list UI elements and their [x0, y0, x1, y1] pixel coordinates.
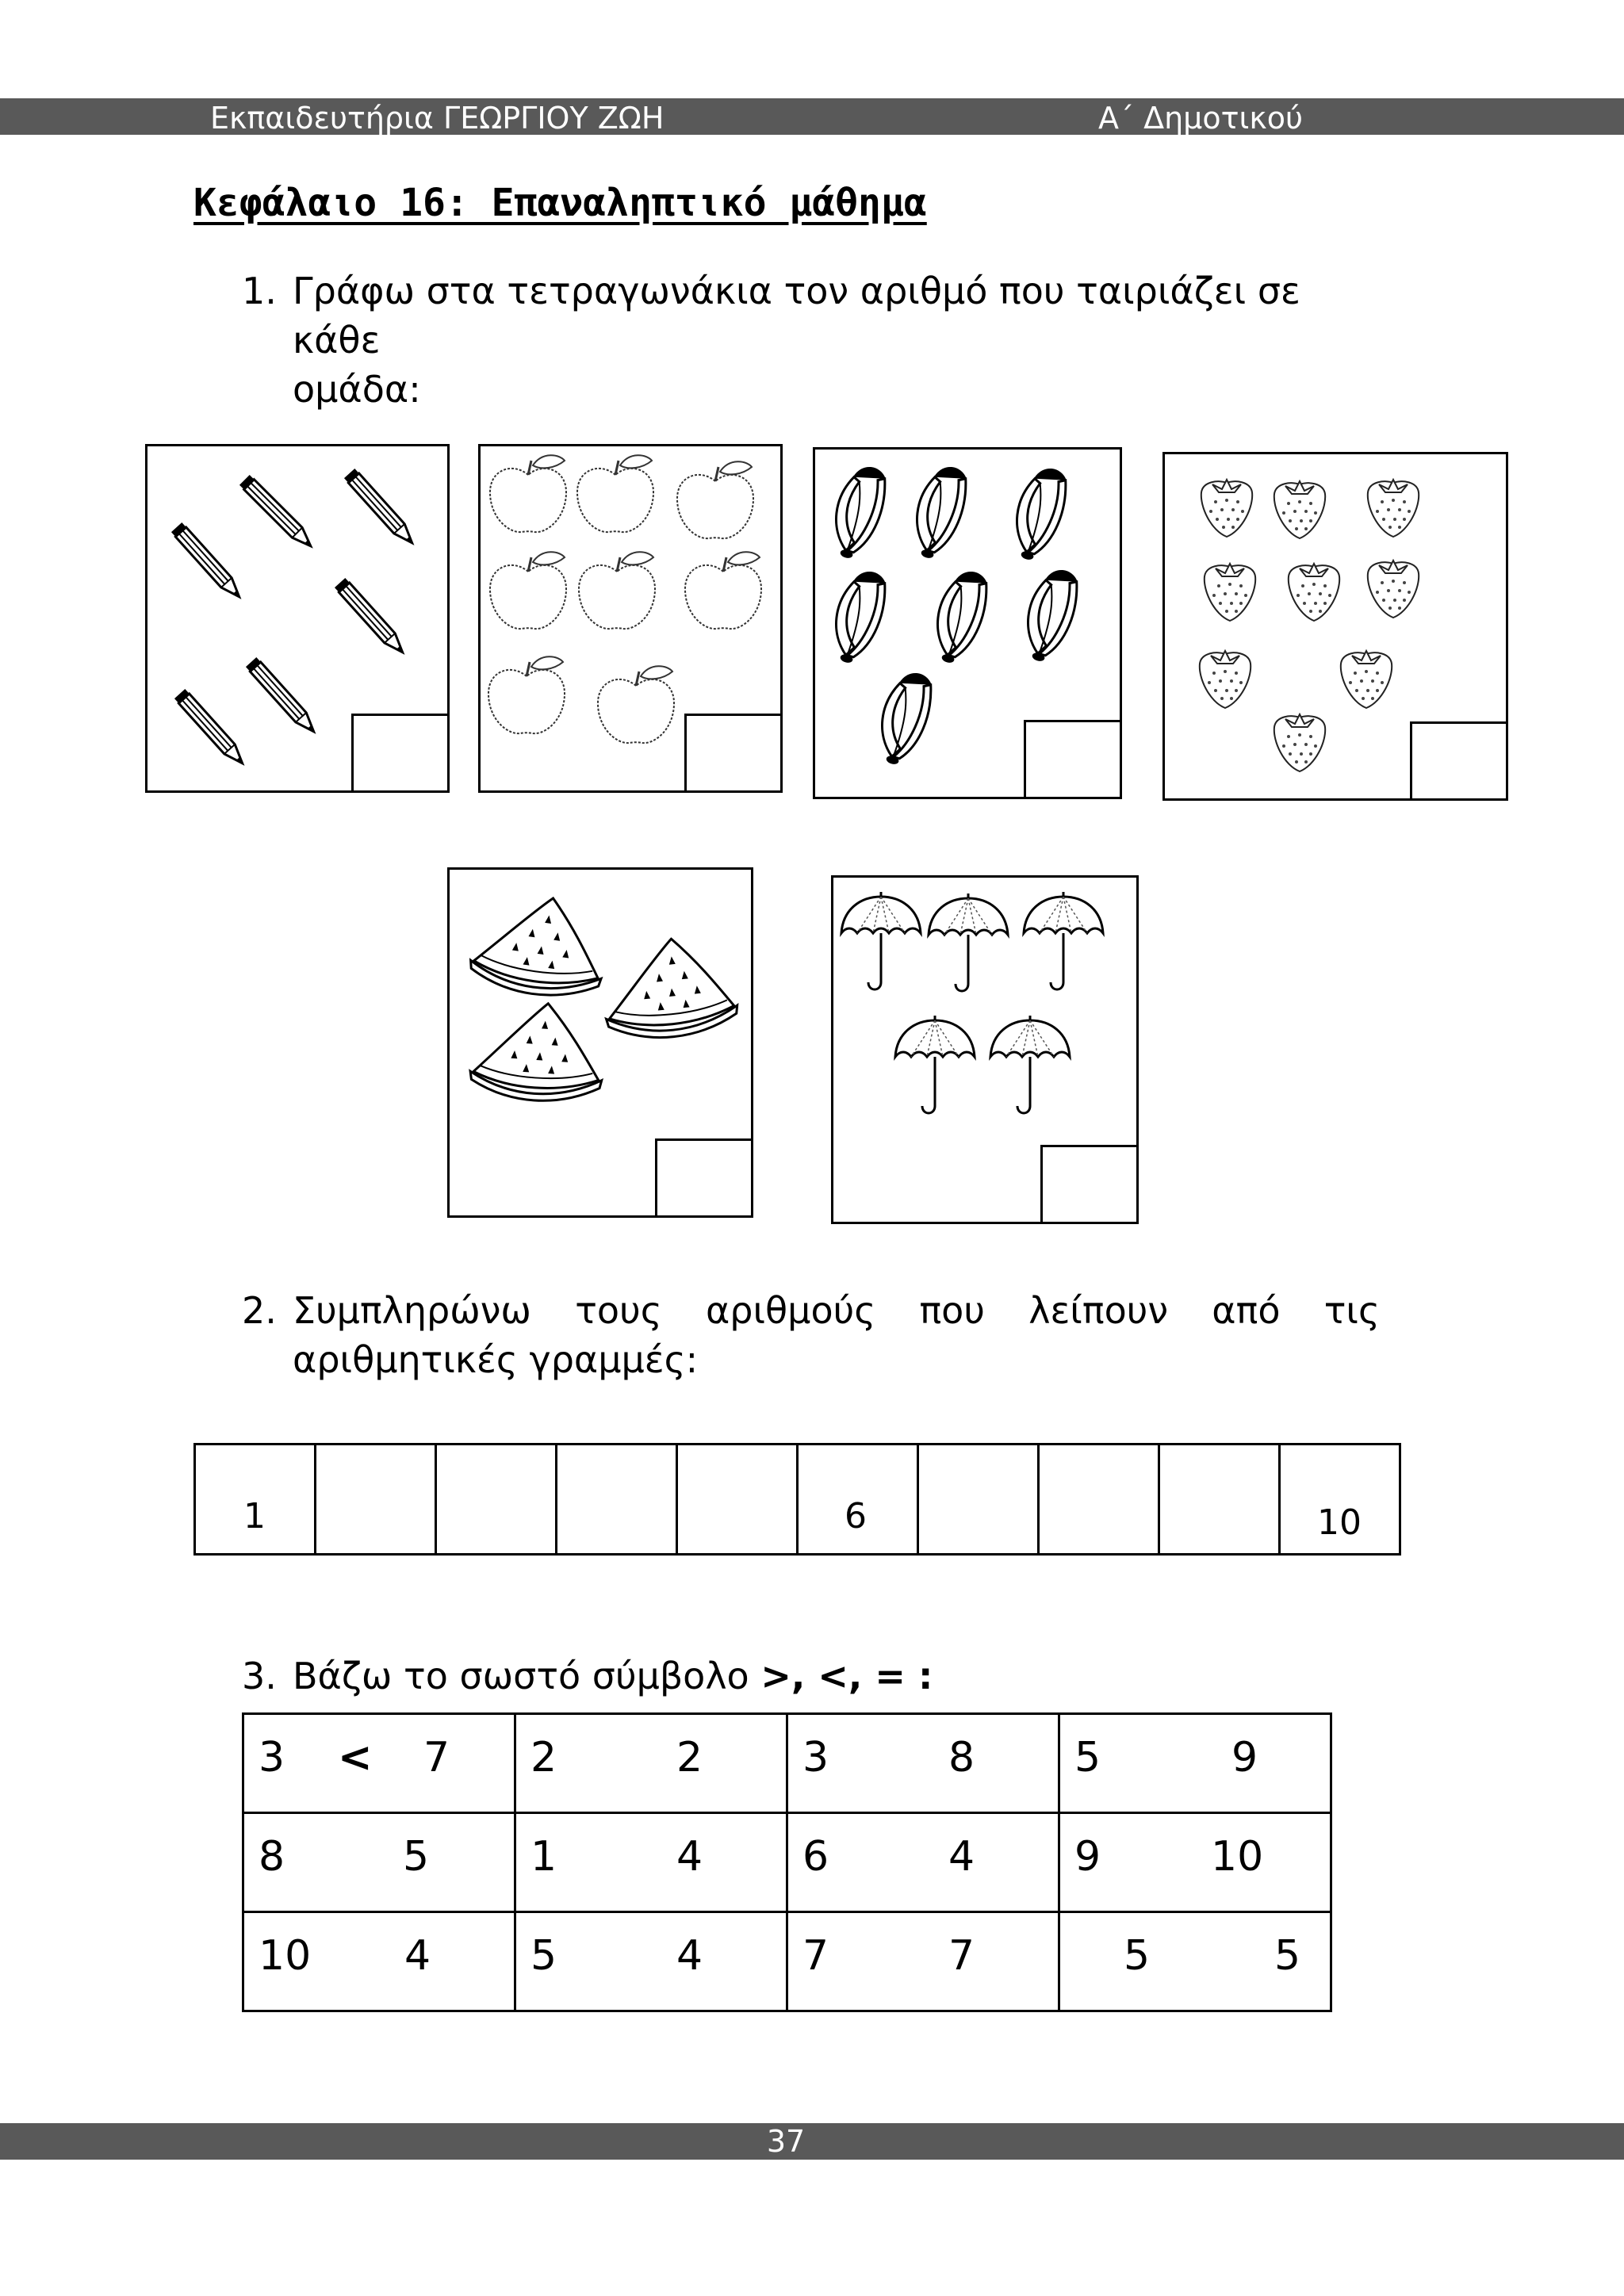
answer-box-umbrellas[interactable] [1040, 1145, 1139, 1224]
answer-box-apples[interactable] [684, 714, 783, 793]
task-2-word: που [919, 1289, 985, 1332]
task-1-line-2: ομάδα: [293, 368, 421, 411]
comparison-cell[interactable]: 10 4 [243, 1912, 515, 2011]
number-line-cell[interactable] [557, 1443, 678, 1556]
task-2-word: τους [575, 1289, 662, 1332]
task-2-word: Συμπληρώνω [293, 1289, 531, 1332]
task-2-word: αριθμούς [705, 1289, 876, 1332]
task-1-line-1: Γράφω στα τετραγωνάκια τον αριθμό που ταιριάζει σε κάθε [293, 270, 1300, 362]
task-3-symbols: >, <, = : [760, 1655, 933, 1697]
comparison-table [242, 1712, 1332, 2012]
group-watermelons [447, 867, 753, 1218]
comparison-cell[interactable]: 5 4 [515, 1912, 787, 2011]
number-line-cell[interactable] [437, 1443, 557, 1556]
task-3-number: 3. [242, 1655, 277, 1697]
page-number: 37 [766, 2124, 806, 2159]
group-bananas [813, 447, 1122, 799]
comparison-cell[interactable]: 1 4 [515, 1813, 787, 1912]
answer-box-pencils[interactable] [351, 714, 450, 793]
number-line-cell[interactable] [316, 1443, 437, 1556]
comparison-cell[interactable]: 8 5 [243, 1813, 515, 1912]
comparison-cell[interactable]: 3 8 [787, 1714, 1059, 1813]
comparison-cell[interactable]: 3 < 7 [243, 1714, 515, 1813]
group-strawberries [1162, 452, 1508, 801]
group-apples [478, 444, 783, 793]
header-grade: Α΄ Δημοτικού [1098, 101, 1303, 136]
number-line-cell: 1 [196, 1443, 316, 1556]
answer-box-watermelons[interactable] [655, 1138, 753, 1218]
task-2-line-1 [293, 1286, 1380, 1335]
task-2-number: 2. [242, 1289, 277, 1332]
comparison-cell[interactable]: 5 9 [1059, 1714, 1331, 1813]
comparison-cell[interactable]: 7 7 [787, 1912, 1059, 2011]
group-umbrellas [831, 875, 1139, 1224]
comparison-cell[interactable]: 9 10 [1059, 1813, 1331, 1912]
task-1 [242, 266, 1384, 414]
task-2-word: από [1212, 1289, 1281, 1332]
number-line-cell[interactable] [919, 1443, 1040, 1556]
number-line-cell: 6 [799, 1443, 919, 1556]
number-line-cell[interactable] [678, 1443, 799, 1556]
task-1-number: 1. [242, 270, 277, 312]
task-3 [242, 1651, 933, 1701]
comparison-cell[interactable]: 6 4 [787, 1813, 1059, 1912]
answer-box-strawberries[interactable] [1410, 721, 1508, 801]
number-line-cell[interactable] [1160, 1443, 1281, 1556]
number-line [193, 1443, 1401, 1556]
task-2 [242, 1286, 1380, 1384]
comparison-cell[interactable]: 5 5 [1059, 1912, 1331, 2011]
group-pencils [145, 444, 450, 793]
task-2-word: λείπουν [1028, 1289, 1169, 1332]
comparison-cell[interactable]: 2 2 [515, 1714, 787, 1813]
task-2-line-2: αριθμητικές γραμμές: [293, 1338, 699, 1381]
task-3-text: Βάζω το σωστό σύμβολο [293, 1655, 761, 1697]
header-school-name: Εκπαιδευτήρια ΓΕΩΡΓΙΟΥ ΖΩΗ [210, 101, 665, 136]
number-line-cell: 10 [1281, 1443, 1401, 1556]
number-line-cell[interactable] [1040, 1443, 1160, 1556]
chapter-title: Κεφάλαιο 16: Επαναληπτικό μάθημα [193, 181, 927, 225]
answer-box-bananas[interactable] [1024, 720, 1122, 799]
task-2-word: τις [1323, 1289, 1380, 1332]
